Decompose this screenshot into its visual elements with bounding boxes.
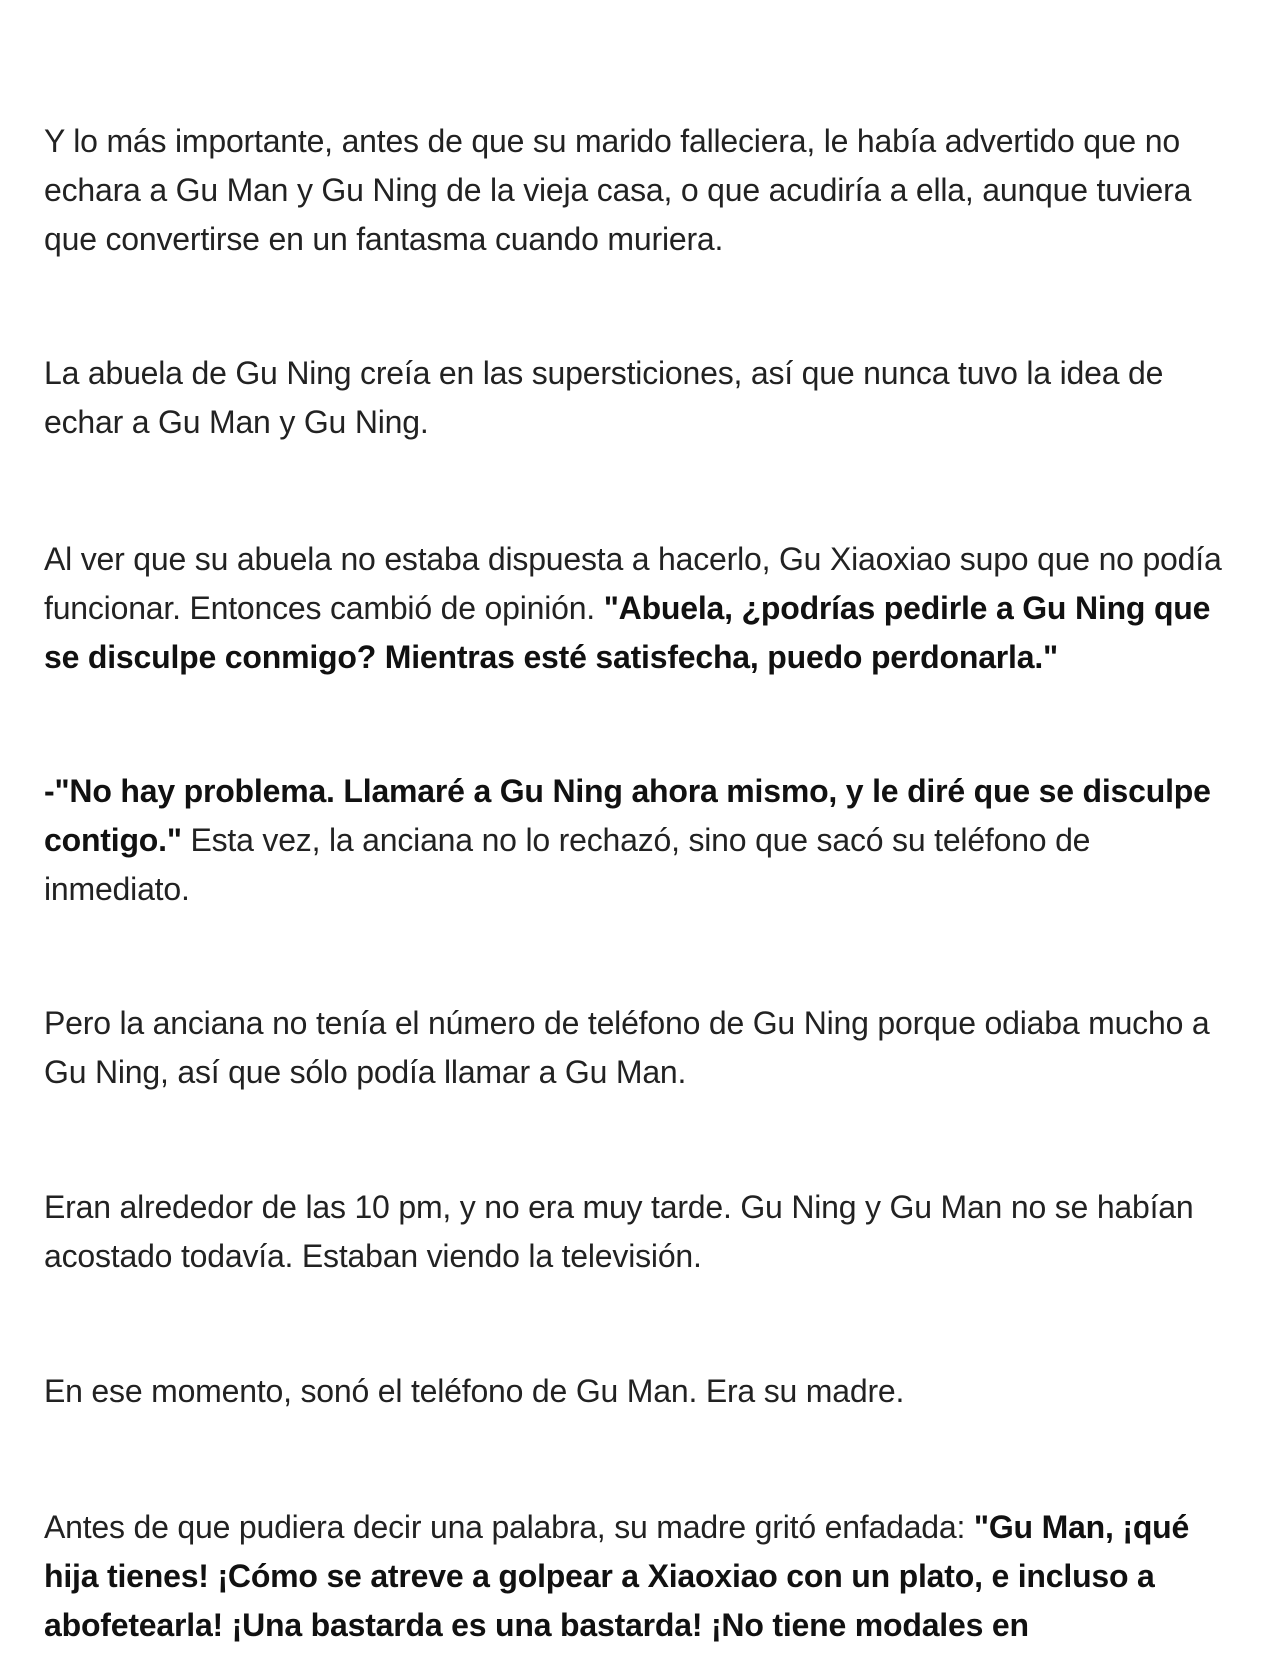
paragraph-8 xyxy=(44,1503,1244,1650)
paragraph-8-text: Antes de que pudiera decir una palabra, su madre gritó enfadada: xyxy=(44,1509,974,1545)
paragraph-6 xyxy=(44,1183,1244,1281)
paragraph-4-dialogue: -"No hay problema. Llamaré a Gu Ning ahora mismo, y le diré que se disculpe contigo." xyxy=(44,773,1211,858)
paragraph-3-text: Al ver que su abuela no estaba dispuesta a hacerlo, Gu Xiaoxiao supo que no podía funcionar. Entonces cambió de opinión. xyxy=(44,541,1222,626)
paragraph-1-text: Y lo más importante, antes de que su marido falleciera, le había advertido que no echara a Gu Man y Gu Ning de la vieja casa, o que acudiría a ella, aunque tuviera que convertirse en un fantasma cuando muriera. xyxy=(44,123,1192,257)
paragraph-6-text: Eran alrededor de las 10 pm, y no era muy tarde. Gu Ning y Gu Man no se habían acostado todavía. Estaban viendo la televisión. xyxy=(44,1189,1194,1274)
paragraph-3 xyxy=(44,535,1244,682)
paragraph-4 xyxy=(44,767,1244,914)
paragraph-1 xyxy=(44,117,1244,264)
paragraph-5-text: Pero la anciana no tenía el número de teléfono de Gu Ning porque odiaba mucho a Gu Ning, así que sólo podía llamar a Gu Man. xyxy=(44,1005,1210,1090)
paragraph-2 xyxy=(44,349,1244,447)
paragraph-4-text: Esta vez, la anciana no lo rechazó, sino que sacó su teléfono de inmediato. xyxy=(44,822,1091,907)
paragraph-5 xyxy=(44,999,1244,1097)
paragraph-8-dialogue: "Gu Man, ¡qué hija tienes! ¡Cómo se atreve a golpear a Xiaoxiao con un plato, e incluso a abofetearla! ¡Una bastarda es una bastarda! ¡No tiene modales en xyxy=(44,1509,1190,1643)
paragraph-7 xyxy=(44,1367,1244,1416)
paragraph-2-text: La abuela de Gu Ning creía en las supersticiones, así que nunca tuvo la idea de echar a Gu Man y Gu Ning. xyxy=(44,355,1164,440)
paragraph-3-dialogue: "Abuela, ¿podrías pedirle a Gu Ning que se disculpe conmigo? Mientras esté satisfecha, puedo perdonarla." xyxy=(44,590,1211,675)
paragraph-7-text: En ese momento, sonó el teléfono de Gu Man. Era su madre. xyxy=(44,1373,905,1409)
